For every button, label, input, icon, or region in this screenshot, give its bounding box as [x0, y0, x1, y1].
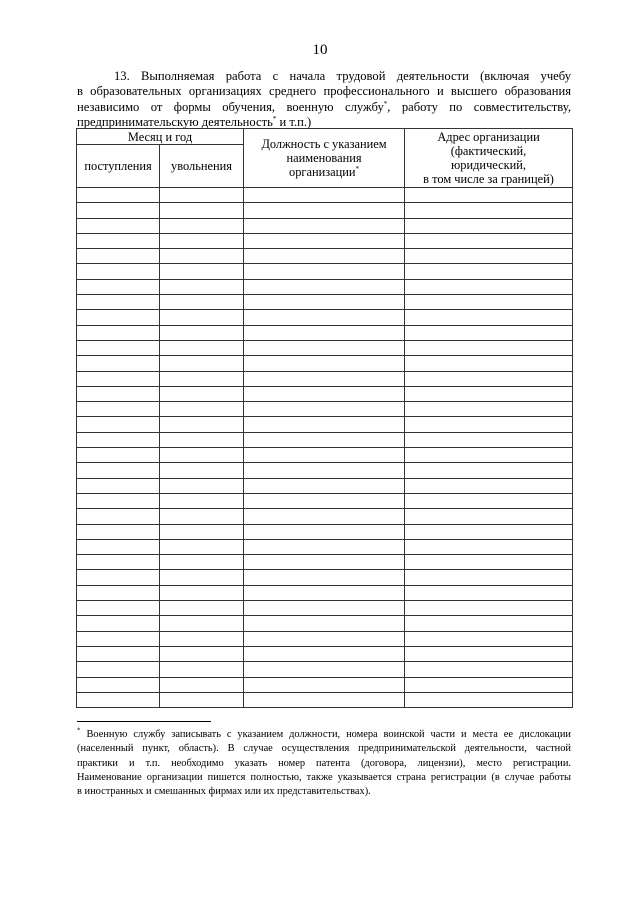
address-cell[interactable]	[405, 646, 573, 661]
end-date-cell[interactable]	[160, 356, 244, 371]
position-header-line: Должность с указанием	[261, 137, 387, 151]
end-date-cell[interactable]	[160, 555, 244, 570]
position-cell[interactable]	[244, 325, 405, 340]
footnote-separator	[77, 721, 211, 722]
table-row	[77, 310, 573, 325]
table-row	[77, 188, 573, 203]
section-13-line-2: в образовательных организациях среднего профессионального и высшего образования	[77, 84, 571, 99]
start-date-cell[interactable]	[77, 279, 160, 294]
footnote-mark: *	[355, 164, 360, 173]
table-row	[77, 279, 573, 294]
address-cell[interactable]	[405, 662, 573, 677]
table-row	[77, 616, 573, 631]
position-cell[interactable]	[244, 264, 405, 279]
position-cell[interactable]	[244, 478, 405, 493]
address-cell[interactable]	[405, 203, 573, 218]
start-date-cell[interactable]	[77, 463, 160, 478]
position-cell[interactable]	[244, 203, 405, 218]
position-cell[interactable]	[244, 524, 405, 539]
start-date-cell[interactable]	[77, 310, 160, 325]
address-cell[interactable]	[405, 356, 573, 371]
position-cell[interactable]	[244, 402, 405, 417]
address-cell[interactable]	[405, 188, 573, 203]
table-row	[77, 463, 573, 478]
address-header-line: (фактический,	[450, 144, 527, 158]
end-date-cell[interactable]	[160, 295, 244, 310]
address-cell[interactable]	[405, 279, 573, 294]
start-date-cell[interactable]	[77, 295, 160, 310]
table-row	[77, 493, 573, 508]
end-date-cell[interactable]	[160, 524, 244, 539]
start-date-cell[interactable]	[77, 448, 160, 463]
footnote-line-2: (населенный пункт, область). В случае осуществления предпринимательской деятельности, частной	[77, 743, 571, 755]
position-cell[interactable]	[244, 249, 405, 264]
address-cell[interactable]	[405, 295, 573, 310]
entrepreneur-text: предпринимательскую деятельность	[77, 115, 273, 130]
table-row	[77, 585, 573, 600]
employment-history-table	[76, 128, 573, 708]
address-header	[405, 129, 573, 188]
start-date-cell[interactable]	[77, 233, 160, 248]
address-cell[interactable]	[405, 432, 573, 447]
table-row	[77, 631, 573, 646]
end-date-cell[interactable]	[160, 448, 244, 463]
table-row	[77, 203, 573, 218]
address-cell[interactable]	[405, 218, 573, 233]
end-date-cell[interactable]	[160, 539, 244, 554]
end-date-cell[interactable]	[160, 188, 244, 203]
position-cell[interactable]	[244, 646, 405, 661]
table-row	[77, 478, 573, 493]
position-cell[interactable]	[244, 601, 405, 616]
address-cell[interactable]	[405, 616, 573, 631]
address-cell[interactable]	[405, 539, 573, 554]
table-row	[77, 646, 573, 661]
start-date-cell[interactable]	[77, 264, 160, 279]
start-date-header: поступления	[77, 145, 160, 188]
end-date-cell[interactable]	[160, 249, 244, 264]
page-number: 10	[312, 42, 328, 58]
address-cell[interactable]	[405, 371, 573, 386]
address-cell[interactable]	[405, 677, 573, 692]
position-cell[interactable]	[244, 371, 405, 386]
position-cell[interactable]	[244, 310, 405, 325]
start-date-cell[interactable]	[77, 555, 160, 570]
footnote-line-1	[77, 728, 571, 742]
end-date-cell[interactable]	[160, 264, 244, 279]
end-date-cell[interactable]	[160, 662, 244, 677]
end-date-cell[interactable]	[160, 386, 244, 401]
address-cell[interactable]	[405, 692, 573, 707]
address-cell[interactable]	[405, 631, 573, 646]
start-date-cell[interactable]	[77, 631, 160, 646]
start-date-cell[interactable]	[77, 203, 160, 218]
start-date-cell[interactable]	[77, 402, 160, 417]
address-cell[interactable]	[405, 386, 573, 401]
position-cell[interactable]	[244, 188, 405, 203]
address-cell[interactable]	[405, 524, 573, 539]
position-cell[interactable]	[244, 356, 405, 371]
position-cell[interactable]	[244, 279, 405, 294]
footnote-mark: *	[383, 99, 388, 108]
address-cell[interactable]	[405, 463, 573, 478]
end-date-cell[interactable]	[160, 601, 244, 616]
table-row	[77, 539, 573, 554]
start-date-cell[interactable]	[77, 662, 160, 677]
position-header	[244, 129, 405, 188]
table-row	[77, 509, 573, 524]
address-cell[interactable]	[405, 310, 573, 325]
footnote	[77, 728, 571, 799]
start-date-cell[interactable]	[77, 524, 160, 539]
end-date-cell[interactable]	[160, 677, 244, 692]
position-cell[interactable]	[244, 493, 405, 508]
end-date-cell[interactable]	[160, 310, 244, 325]
position-header-line: наименования	[286, 151, 362, 165]
end-date-cell[interactable]	[160, 218, 244, 233]
position-cell[interactable]	[244, 677, 405, 692]
position-cell[interactable]	[244, 233, 405, 248]
position-cell[interactable]	[244, 432, 405, 447]
end-date-cell[interactable]	[160, 340, 244, 355]
position-cell[interactable]	[244, 448, 405, 463]
end-date-cell[interactable]	[160, 692, 244, 707]
table-row	[77, 218, 573, 233]
start-date-cell[interactable]	[77, 188, 160, 203]
position-cell[interactable]	[244, 417, 405, 432]
table-row	[77, 402, 573, 417]
end-date-cell[interactable]	[160, 570, 244, 585]
table-row	[77, 233, 573, 248]
military-service-text: независимо от формы обучения, военную службу	[77, 99, 384, 114]
end-date-cell[interactable]	[160, 616, 244, 631]
end-date-cell[interactable]	[160, 493, 244, 508]
address-cell[interactable]	[405, 509, 573, 524]
table-row	[77, 325, 573, 340]
position-cell[interactable]	[244, 570, 405, 585]
table-row	[77, 249, 573, 264]
start-date-cell[interactable]	[77, 386, 160, 401]
footnote-line-5: в иностранных и смешанных фирмах или их представительствах).	[77, 786, 371, 798]
address-cell[interactable]	[405, 570, 573, 585]
footnote-line-3: практики и т.п. необходимо указать номер патента (договора, лицензии), место регистрации.	[77, 757, 571, 769]
start-date-cell[interactable]	[77, 356, 160, 371]
table-row	[77, 432, 573, 447]
end-date-cell[interactable]	[160, 478, 244, 493]
table-row	[77, 340, 573, 355]
end-date-cell[interactable]	[160, 279, 244, 294]
end-date-cell[interactable]	[160, 631, 244, 646]
position-cell[interactable]	[244, 616, 405, 631]
address-cell[interactable]	[405, 601, 573, 616]
address-cell[interactable]	[405, 478, 573, 493]
start-date-cell[interactable]	[77, 340, 160, 355]
address-cell[interactable]	[405, 325, 573, 340]
table-body	[77, 188, 573, 708]
address-header-line: юридический,	[451, 158, 526, 172]
position-cell[interactable]	[244, 295, 405, 310]
address-header-line: Адрес организации	[437, 130, 540, 144]
table-row	[77, 692, 573, 707]
position-cell[interactable]	[244, 631, 405, 646]
position-cell[interactable]	[244, 662, 405, 677]
position-cell[interactable]	[244, 692, 405, 707]
start-date-cell[interactable]	[77, 249, 160, 264]
end-date-cell[interactable]	[160, 646, 244, 661]
start-date-cell[interactable]	[77, 218, 160, 233]
footnote-text: Военную службу записывать с указанием должности, номера воинской части и места ее дислокации	[86, 729, 571, 740]
end-date-cell[interactable]	[160, 203, 244, 218]
table-row	[77, 662, 573, 677]
start-date-cell[interactable]	[77, 570, 160, 585]
part-time-text: , работу по совместительству,	[387, 99, 571, 114]
section-13-line-3	[77, 100, 571, 115]
start-date-cell[interactable]	[77, 509, 160, 524]
table-row	[77, 555, 573, 570]
start-date-cell[interactable]	[77, 432, 160, 447]
end-date-cell[interactable]	[160, 509, 244, 524]
section-13-heading	[77, 69, 571, 131]
table-row	[77, 295, 573, 310]
table-row	[77, 677, 573, 692]
position-cell[interactable]	[244, 555, 405, 570]
end-date-cell[interactable]	[160, 233, 244, 248]
end-date-cell[interactable]	[160, 432, 244, 447]
address-cell[interactable]	[405, 264, 573, 279]
address-cell[interactable]	[405, 448, 573, 463]
start-date-cell[interactable]	[77, 478, 160, 493]
start-date-cell[interactable]	[77, 371, 160, 386]
address-cell[interactable]	[405, 585, 573, 600]
start-date-cell[interactable]	[77, 493, 160, 508]
address-cell[interactable]	[405, 233, 573, 248]
month-year-header: Месяц и год	[77, 129, 244, 145]
position-cell[interactable]	[244, 340, 405, 355]
start-date-cell[interactable]	[77, 677, 160, 692]
position-cell[interactable]	[244, 585, 405, 600]
address-cell[interactable]	[405, 555, 573, 570]
address-cell[interactable]	[405, 402, 573, 417]
start-date-cell[interactable]	[77, 692, 160, 707]
table-row	[77, 371, 573, 386]
start-date-cell[interactable]	[77, 616, 160, 631]
table-row	[77, 570, 573, 585]
table-row	[77, 448, 573, 463]
footnote-line-4: Наименование организации пишется полностью, также указывается страна регистрации (в случае работы	[77, 771, 571, 783]
table-row	[77, 356, 573, 371]
end-date-cell[interactable]	[160, 463, 244, 478]
end-date-cell[interactable]	[160, 585, 244, 600]
position-cell[interactable]	[244, 463, 405, 478]
end-date-cell[interactable]	[160, 402, 244, 417]
position-cell[interactable]	[244, 218, 405, 233]
footnote-mark: *	[272, 115, 277, 124]
etc-text: и т.п.)	[276, 115, 312, 130]
address-cell[interactable]	[405, 340, 573, 355]
address-header-line: в том числе за границей)	[423, 172, 554, 186]
start-date-cell[interactable]	[77, 646, 160, 661]
end-date-header: увольнения	[160, 145, 244, 188]
position-cell[interactable]	[244, 386, 405, 401]
start-date-cell[interactable]	[77, 601, 160, 616]
table-row	[77, 386, 573, 401]
position-cell[interactable]	[244, 539, 405, 554]
address-cell[interactable]	[405, 417, 573, 432]
start-date-cell[interactable]	[77, 325, 160, 340]
section-13-line-1: 13. Выполняемая работа с начала трудовой деятельности (включая учебу	[114, 69, 571, 83]
start-date-cell[interactable]	[77, 539, 160, 554]
footnote-mark: *	[77, 726, 81, 735]
start-date-cell[interactable]	[77, 585, 160, 600]
address-cell[interactable]	[405, 493, 573, 508]
end-date-cell[interactable]	[160, 371, 244, 386]
address-cell[interactable]	[405, 249, 573, 264]
table-row	[77, 601, 573, 616]
position-header-line: организации*	[289, 164, 360, 179]
table-row	[77, 524, 573, 539]
position-cell[interactable]	[244, 509, 405, 524]
table-row	[77, 417, 573, 432]
start-date-cell[interactable]	[77, 417, 160, 432]
end-date-cell[interactable]	[160, 325, 244, 340]
table-row	[77, 264, 573, 279]
end-date-cell[interactable]	[160, 417, 244, 432]
